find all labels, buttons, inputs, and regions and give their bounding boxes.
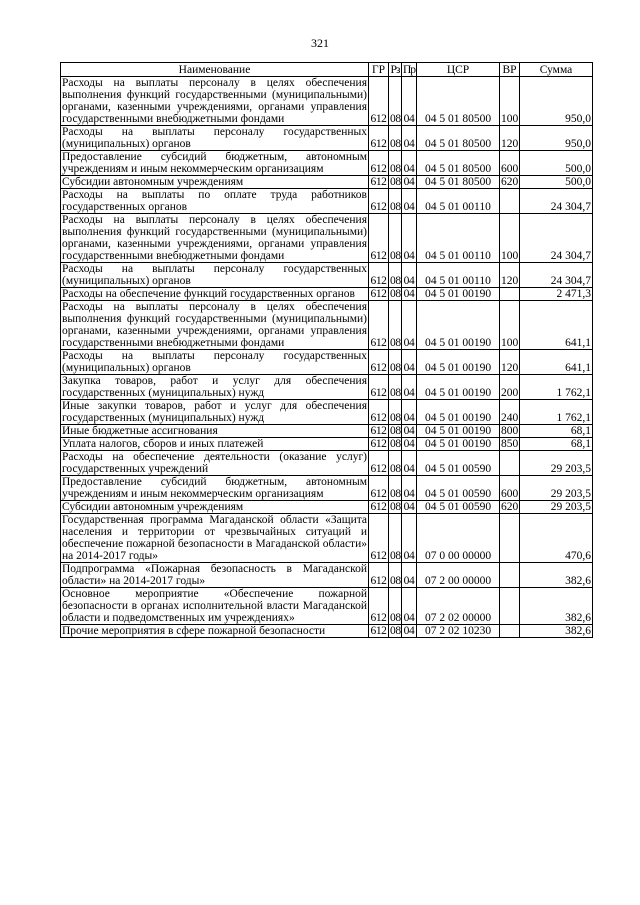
row-sum: 24 304,7 (520, 189, 593, 214)
row-gr: 612 (369, 476, 389, 501)
table-row (61, 189, 593, 214)
row-rz: 08 (389, 400, 402, 425)
row-csr: 07 2 00 00000 (417, 563, 500, 588)
row-pr: 04 (402, 425, 417, 438)
row-pr: 04 (402, 400, 417, 425)
row-sum: 950,0 (520, 126, 593, 151)
row-pr: 04 (402, 451, 417, 476)
row-sum: 24 304,7 (520, 263, 593, 288)
row-vr (500, 625, 520, 638)
row-gr: 612 (369, 263, 389, 288)
row-gr: 612 (369, 563, 389, 588)
row-vr: 620 (501, 501, 519, 513)
row-rz: 08 (390, 288, 401, 300)
row-name: Расходы на выплаты по оплате труда работников государственных органов (62, 189, 367, 213)
row-csr: 04 5 01 00590 (417, 501, 500, 514)
row-gr: 612 (370, 176, 387, 188)
row-sum: 500,0 (520, 176, 593, 189)
table-row (61, 375, 593, 400)
header-pr: Пр (403, 63, 416, 76)
row-gr: 612 (370, 288, 387, 300)
row-csr: 04 5 01 80500 (417, 126, 500, 151)
row-rz: 08 (390, 425, 401, 437)
row-csr: 04 5 01 80500 (417, 77, 500, 126)
row-pr: 04 (402, 263, 417, 288)
row-pr: 04 (402, 288, 417, 301)
row-vr (500, 451, 520, 476)
row-vr: 850 (501, 438, 519, 450)
row-gr: 612 (369, 77, 389, 126)
row-name: Субсидии автономным учреждениям (61, 501, 369, 514)
row-vr: 120 (500, 350, 520, 375)
row-rz: 08 (390, 438, 401, 450)
row-pr: 04 (402, 563, 417, 588)
header-csr: ЦСР (417, 63, 500, 77)
row-csr: 04 5 01 80500 (417, 176, 500, 189)
row-name: Расходы на выплаты персоналу в целях обеспечения выполнения функций государственными (муниципальными) органами, казенными учреждениями, органами управления государственными внебюджетными фондами (62, 77, 367, 125)
row-gr: 612 (369, 151, 389, 176)
row-pr: 04 (402, 476, 417, 501)
row-csr: 04 5 01 00590 (417, 476, 500, 501)
row-rz: 08 (389, 476, 402, 501)
row-sum: 950,0 (520, 77, 593, 126)
row-rz: 08 (389, 588, 402, 625)
row-pr: 04 (402, 514, 417, 563)
row-gr: 612 (370, 625, 387, 637)
row-name: Расходы на выплаты персоналу государственных (муниципальных) органов (62, 350, 367, 374)
row-pr: 04 (402, 176, 417, 189)
row-vr: 600 (500, 151, 520, 176)
table-row (61, 151, 593, 176)
row-sum: 29 203,5 (520, 476, 593, 501)
row-name: Расходы на выплаты персоналу государственных (муниципальных) органов (62, 263, 367, 287)
row-gr: 612 (369, 214, 389, 263)
table-row (61, 176, 593, 189)
row-gr: 612 (369, 451, 389, 476)
row-csr: 04 5 01 00190 (417, 438, 500, 451)
row-csr: 04 5 01 00190 (417, 400, 500, 425)
table-row (61, 425, 593, 438)
row-gr: 612 (369, 126, 389, 151)
row-csr: 04 5 01 00190 (417, 375, 500, 400)
row-rz: 08 (389, 514, 402, 563)
row-sum: 382,6 (520, 588, 593, 625)
row-pr: 04 (402, 126, 417, 151)
row-csr: 04 5 01 00190 (417, 350, 500, 375)
row-csr: 04 5 01 00190 (417, 425, 500, 438)
row-sum: 382,6 (520, 625, 593, 638)
row-pr: 04 (402, 350, 417, 375)
row-vr (500, 588, 520, 625)
row-vr (500, 189, 520, 214)
row-sum: 641,1 (520, 350, 593, 375)
row-pr: 04 (402, 438, 417, 451)
row-sum: 500,0 (520, 151, 593, 176)
row-name: Иные закупки товаров, работ и услуг для обеспечения государственных (муниципальных) нужд (62, 400, 367, 424)
row-rz: 08 (389, 189, 402, 214)
row-sum: 68,1 (520, 438, 593, 451)
row-pr: 04 (402, 189, 417, 214)
row-name: Расходы на обеспечение деятельности (оказание услуг) государственных учреждений (62, 451, 367, 475)
row-gr: 612 (370, 501, 387, 513)
row-rz: 08 (389, 151, 402, 176)
row-gr: 612 (370, 438, 387, 450)
header-rz: Рз (389, 63, 402, 77)
row-rz: 08 (389, 301, 402, 350)
row-csr: 04 5 01 00190 (417, 288, 500, 301)
row-pr: 04 (402, 77, 417, 126)
row-name: Субсидии автономным учреждениям (61, 176, 369, 189)
row-sum: 24 304,7 (520, 214, 593, 263)
row-gr: 612 (369, 189, 389, 214)
row-rz: 08 (389, 563, 402, 588)
table-row (61, 263, 593, 288)
row-vr: 100 (500, 214, 520, 263)
row-csr: 04 5 01 00590 (417, 451, 500, 476)
row-rz: 08 (390, 625, 401, 637)
row-name: Закупка товаров, работ и услуг для обеспечения государственных (муниципальных) нужд (62, 375, 367, 399)
table-row (61, 301, 593, 350)
row-sum: 29 203,5 (520, 501, 593, 514)
table-row (61, 214, 593, 263)
table-row (61, 514, 593, 563)
row-name: Основное мероприятие «Обеспечение пожарной безопасности в органах исполнительной власти Магаданской области и подведомственных им учреждениях» (62, 588, 367, 624)
row-pr: 04 (402, 501, 417, 514)
row-vr: 120 (500, 126, 520, 151)
header-vr: ВР (500, 63, 520, 77)
table-row (61, 350, 593, 375)
row-sum: 68,1 (520, 425, 593, 438)
row-name: Расходы на выплаты персоналу государственных (муниципальных) органов (62, 126, 367, 150)
row-name: Подпрограмма «Пожарная безопасность в Магаданской области» на 2014-2017 годы» (62, 563, 367, 587)
row-gr: 612 (369, 350, 389, 375)
header-name: Наименование (61, 63, 369, 77)
row-sum: 470,6 (520, 514, 593, 563)
row-name: Предоставление субсидий бюджетным, автономным учреждениям и иным некоммерческим организациям (62, 476, 367, 500)
table-header-row (61, 63, 593, 77)
row-gr: 612 (369, 301, 389, 350)
row-pr: 04 (402, 151, 417, 176)
row-vr: 200 (500, 375, 520, 400)
row-gr: 612 (369, 588, 389, 625)
row-rz: 08 (390, 501, 401, 513)
row-vr (500, 563, 520, 588)
table-row (61, 563, 593, 588)
row-vr: 620 (501, 176, 519, 188)
row-rz: 08 (389, 451, 402, 476)
row-vr: 100 (500, 301, 520, 350)
row-name: Расходы на обеспечение функций государственных органов (61, 288, 369, 301)
row-vr: 100 (500, 77, 520, 126)
table-row (61, 625, 593, 638)
row-vr (500, 288, 520, 301)
row-vr: 240 (500, 400, 520, 425)
table-row (61, 438, 593, 451)
row-name: Уплата налогов, сборов и иных платежей (61, 438, 369, 451)
row-sum: 641,1 (520, 301, 593, 350)
row-rz: 08 (389, 126, 402, 151)
row-gr: 612 (370, 425, 387, 437)
row-csr: 04 5 01 00110 (417, 189, 500, 214)
row-name: Государственная программа Магаданской области «Защита населения и территории от чрезвычайных ситуаций и обеспечение пожарной безопасности в Магаданской области» на 2014-2017 годы» (62, 514, 367, 562)
row-csr: 04 5 01 00190 (417, 301, 500, 350)
row-pr: 04 (402, 588, 417, 625)
table-row (61, 126, 593, 151)
row-name: Прочие мероприятия в сфере пожарной безопасности (61, 625, 369, 638)
row-vr: 800 (501, 425, 519, 437)
row-gr: 612 (369, 375, 389, 400)
row-rz: 08 (389, 214, 402, 263)
table-row (61, 501, 593, 514)
table-row (61, 77, 593, 126)
row-vr (500, 514, 520, 563)
row-csr: 07 2 02 10230 (417, 625, 500, 638)
row-csr: 07 0 00 00000 (417, 514, 500, 563)
row-rz: 08 (390, 176, 401, 188)
row-vr: 120 (500, 263, 520, 288)
row-rz: 08 (389, 350, 402, 375)
table-row (61, 400, 593, 425)
row-name: Расходы на выплаты персоналу в целях обеспечения выполнения функций государственными (муниципальными) органами, казенными учреждениями, органами управления государственными внебюджетными фондами (62, 301, 367, 349)
row-name: Предоставление субсидий бюджетным, автономным учреждениям и иным некоммерческим организациям (62, 151, 367, 175)
row-sum: 1 762,1 (520, 375, 593, 400)
header-gr: ГР (369, 63, 389, 77)
page-number: 321 (311, 36, 329, 50)
row-gr: 612 (369, 514, 389, 563)
row-rz: 08 (389, 263, 402, 288)
row-pr: 04 (402, 375, 417, 400)
row-sum: 29 203,5 (520, 451, 593, 476)
row-gr: 612 (369, 400, 389, 425)
row-csr: 07 2 02 00000 (417, 588, 500, 625)
row-name: Расходы на выплаты персоналу в целях обеспечения выполнения функций государственными (муниципальными) органами, казенными учреждениями, органами управления государственными внебюджетными фондами (62, 214, 367, 262)
table-row (61, 288, 593, 301)
row-pr: 04 (402, 214, 417, 263)
row-sum: 1 762,1 (520, 400, 593, 425)
row-sum: 382,6 (520, 563, 593, 588)
table-row (61, 588, 593, 625)
row-pr: 04 (402, 301, 417, 350)
row-sum: 2 471,3 (520, 288, 593, 301)
table-row (61, 451, 593, 476)
table-row (61, 476, 593, 501)
row-csr: 04 5 01 80500 (417, 151, 500, 176)
row-vr: 600 (500, 476, 520, 501)
header-sum: Сумма (520, 63, 593, 77)
row-pr: 04 (402, 625, 417, 638)
row-csr: 04 5 01 00110 (417, 263, 500, 288)
row-name: Иные бюджетные ассигнования (61, 425, 369, 438)
row-csr: 04 5 01 00110 (417, 214, 500, 263)
row-rz: 08 (389, 77, 402, 126)
budget-table (60, 62, 593, 638)
row-rz: 08 (389, 375, 402, 400)
